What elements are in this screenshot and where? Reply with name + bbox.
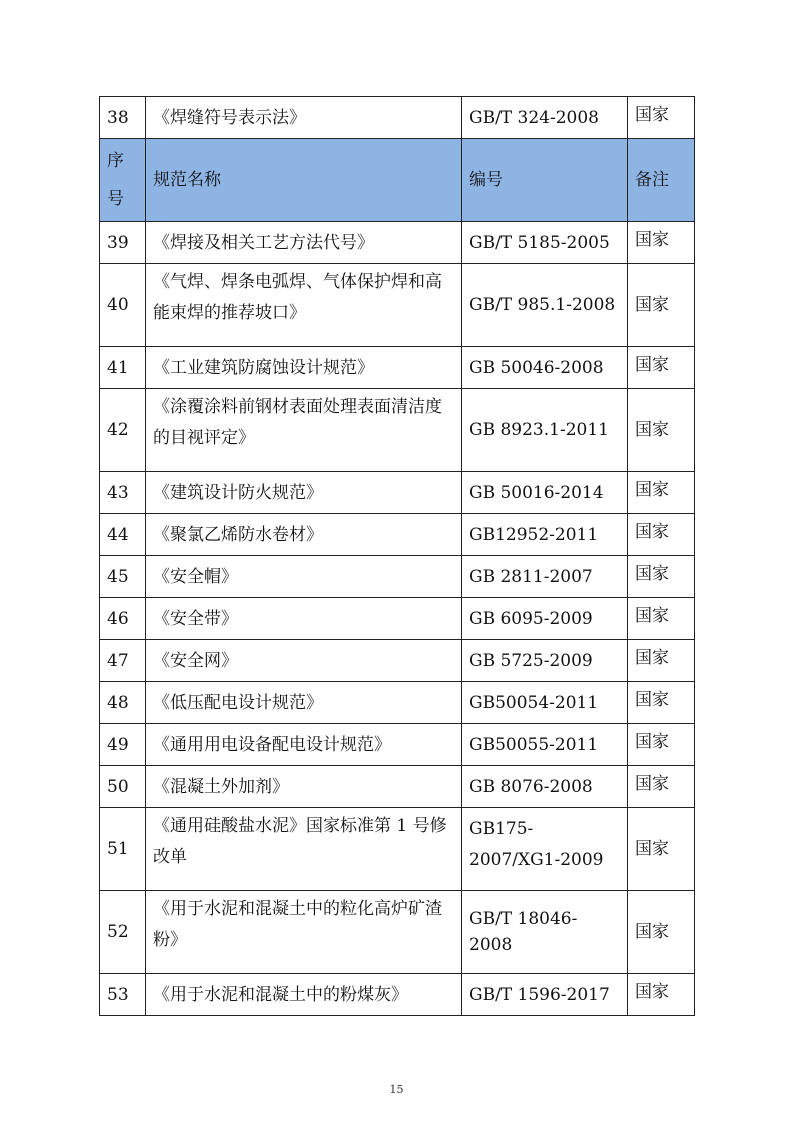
row-standard-code: GB 50046-2008 [462, 347, 628, 389]
table-row [100, 808, 695, 891]
row-number: 44 [100, 514, 146, 556]
standards-table [99, 96, 695, 1016]
row-number: 45 [100, 556, 146, 598]
row-standard-code: GB/T 985.1-2008 [462, 264, 628, 347]
row-standard-name: 《聚氯乙烯防水卷材》 [146, 514, 462, 556]
row-note: 国家 [628, 598, 695, 640]
row-note: 国家 [628, 347, 695, 389]
row-note: 国家 [628, 389, 695, 472]
row-standard-code: GB/T 1596-2017 [462, 974, 628, 1016]
row-standard-name: 《气焊、焊条电弧焊、气体保护焊和高能束焊的推荐坡口》 [146, 264, 462, 347]
row-standard-code: GB12952-2011 [462, 514, 628, 556]
row-number: 52 [100, 891, 146, 974]
page-number: 15 [389, 1083, 404, 1096]
table-row [100, 766, 695, 808]
row-note: 国家 [628, 472, 695, 514]
table-row [100, 682, 695, 724]
row-number: 40 [100, 264, 146, 347]
row-number: 43 [100, 472, 146, 514]
row-standard-code: GB 8076-2008 [462, 766, 628, 808]
row-note: 国家 [628, 891, 695, 974]
row-standard-name: 《用于水泥和混凝土中的粒化高炉矿渣粉》 [146, 891, 462, 974]
row-standard-name: 《混凝土外加剂》 [146, 766, 462, 808]
row-note: 国家 [628, 514, 695, 556]
table-row [100, 640, 695, 682]
row-note: 国家 [628, 264, 695, 347]
row-standard-code: GB 2811-2007 [462, 556, 628, 598]
row-standard-name: 《建筑设计防火规范》 [146, 472, 462, 514]
row-note: 国家 [628, 682, 695, 724]
row-standard-name: 《涂覆涂料前钢材表面处理表面清洁度的目视评定》 [146, 389, 462, 472]
table-row [100, 891, 695, 974]
table-row [100, 389, 695, 472]
row-standard-code: GB 5725-2009 [462, 640, 628, 682]
row-note: 国家 [628, 808, 695, 891]
header-name: 规范名称 [146, 139, 462, 222]
row-standard-code: GB 6095-2009 [462, 598, 628, 640]
row-note: 国家 [628, 556, 695, 598]
table-row [100, 472, 695, 514]
row-number: 49 [100, 724, 146, 766]
row-number: 50 [100, 766, 146, 808]
row-standard-code: GB 8923.1-2011 [462, 389, 628, 472]
row-standard-code: GB50055-2011 [462, 724, 628, 766]
row-standard-name: 《通用用电设备配电设计规范》 [146, 724, 462, 766]
row-standard-name: 《用于水泥和混凝土中的粉煤灰》 [146, 974, 462, 1016]
row-note: 国家 [628, 766, 695, 808]
row-standard-code: GB50054-2011 [462, 682, 628, 724]
header-note: 备注 [628, 139, 695, 222]
row-note: 国家 [628, 640, 695, 682]
row-number: 38 [100, 97, 146, 139]
table-row [100, 97, 695, 139]
row-standard-name: 《安全带》 [146, 598, 462, 640]
row-number: 48 [100, 682, 146, 724]
row-standard-code: GB/T 324-2008 [462, 97, 628, 139]
table-row [100, 264, 695, 347]
row-standard-code: GB/T 18046-2008 [462, 891, 628, 974]
row-note: 国家 [628, 974, 695, 1016]
row-standard-name: 《通用硅酸盐水泥》国家标准第 1 号修改单 [146, 808, 462, 891]
table-row [100, 556, 695, 598]
row-standard-name: 《低压配电设计规范》 [146, 682, 462, 724]
header-num: 序号 [100, 139, 146, 222]
row-standard-name: 《焊缝符号表示法》 [146, 97, 462, 139]
header-code: 编号 [462, 139, 628, 222]
table-row [100, 974, 695, 1016]
row-standard-name: 《焊接及相关工艺方法代号》 [146, 222, 462, 264]
row-standard-name: 《工业建筑防腐蚀设计规范》 [146, 347, 462, 389]
row-standard-name: 《安全帽》 [146, 556, 462, 598]
table-row [100, 724, 695, 766]
row-number: 39 [100, 222, 146, 264]
row-standard-code: GB175-2007/XG1-2009 [462, 808, 628, 891]
row-standard-code: GB 50016-2014 [462, 472, 628, 514]
row-note: 国家 [628, 724, 695, 766]
table-row [100, 347, 695, 389]
row-number: 41 [100, 347, 146, 389]
row-standard-code: GB/T 5185-2005 [462, 222, 628, 264]
table-row [100, 222, 695, 264]
row-number: 47 [100, 640, 146, 682]
row-number: 51 [100, 808, 146, 891]
row-note: 国家 [628, 97, 695, 139]
row-number: 46 [100, 598, 146, 640]
header-row [100, 139, 695, 222]
table-row [100, 598, 695, 640]
row-number: 42 [100, 389, 146, 472]
row-standard-name: 《安全网》 [146, 640, 462, 682]
row-note: 国家 [628, 222, 695, 264]
row-number: 53 [100, 974, 146, 1016]
table-row [100, 514, 695, 556]
